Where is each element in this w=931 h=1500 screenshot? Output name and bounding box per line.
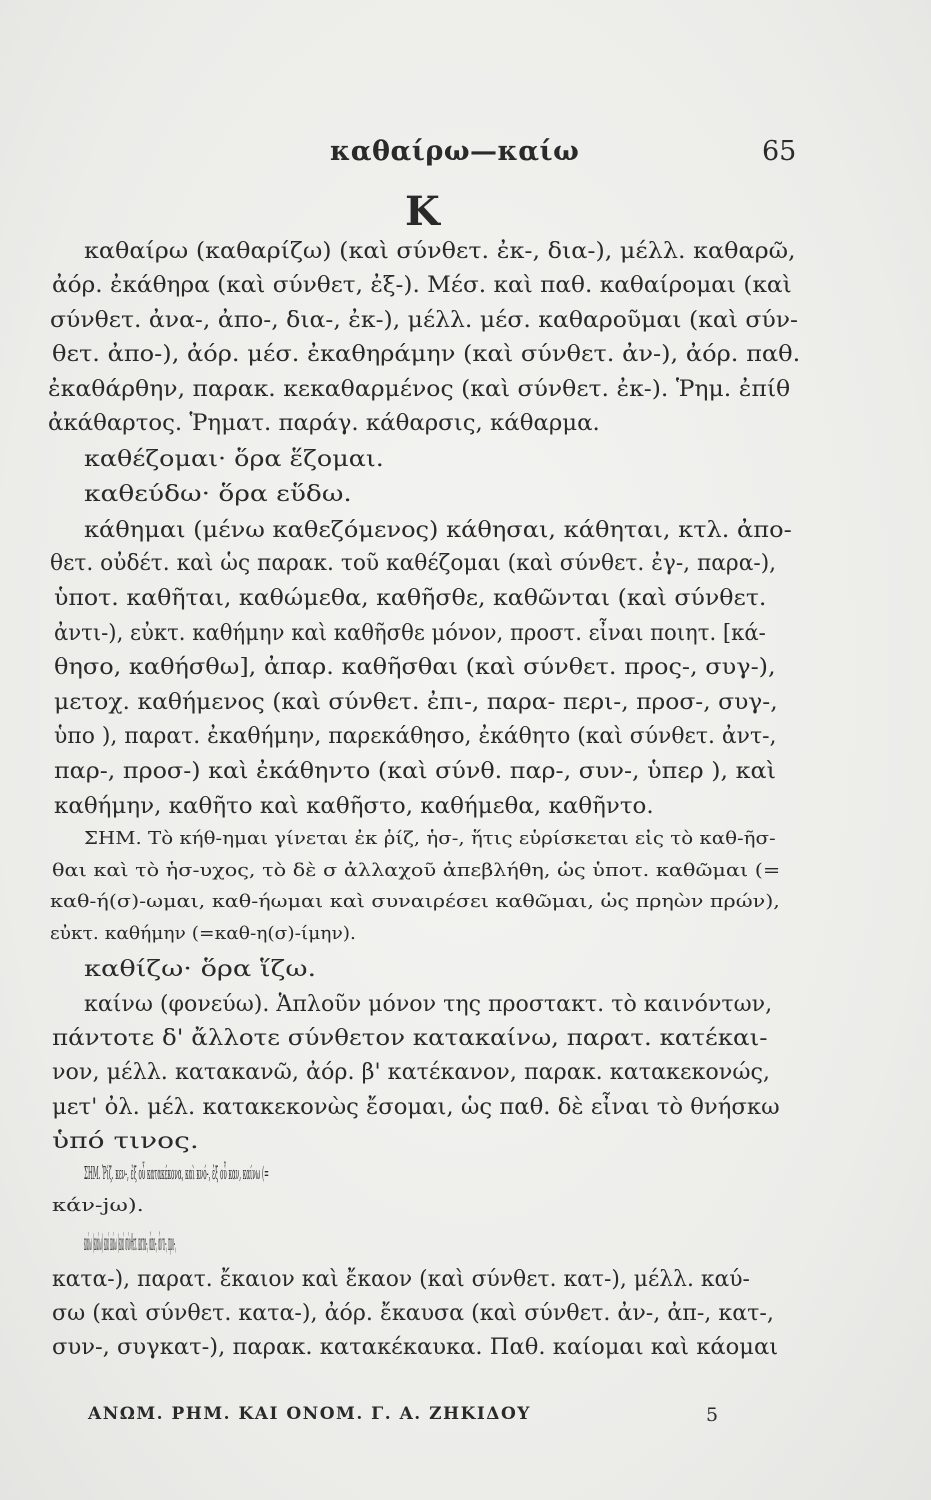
- text-line: κάθημαι (μένω καθεζόμενος) κάθησαι, κάθηται, κτλ. ἀπο-: [84, 517, 792, 543]
- text-line: καίω (καίω) καὶ κάω (καὶ σύνθετ. κατα-, ἀπο-, ἀντι-, προ-,: [84, 1230, 176, 1256]
- printer-signature: ΑΝΩΜ. ΡΗΜ. ΚΑΙ ΟΝΟΜ. Γ. Α. ΖΗΚΙΔΟΥ: [88, 1404, 531, 1424]
- text-line: θετ. ἀπο-), ἀόρ. μέσ. ἐκαθηράμην (καὶ σύνθετ. ἀν-), ἀόρ. παθ.: [52, 341, 801, 367]
- section-letter: Κ: [405, 188, 440, 235]
- text-line: σω (καὶ σύνθετ. κατα-), ἀόρ. ἔκαυσα (καὶ σύνθετ. ἀν-, ἀπ-, κατ-,: [52, 1300, 774, 1326]
- text-line: μετ' ὀλ. μέλ. κατακεκονὼς ἔσομαι, ὡς παθ. δὲ εἶναι τὸ θνήσκω: [52, 1094, 780, 1120]
- text-line: ὑπό τινος.: [52, 1128, 199, 1154]
- text-line: ὑπο ), παρατ. ἐκαθήμην, παρεκάθησο, ἐκάθητο (καὶ σύνθετ. ἀντ-,: [54, 723, 777, 749]
- text-line: καθεύδω· ὅρα εὕδω.: [84, 481, 352, 507]
- text-line: πάντοτε δ' ἄλλοτε σύνθετον κατακαίνω, παρατ. κατέκαι-: [52, 1025, 768, 1051]
- page-number: 65: [762, 136, 797, 167]
- running-head: καθαίρω—καίω: [330, 136, 580, 167]
- text-line: ἐκαθάρθην, παρακ. κεκαθαρμένος (καὶ σύνθετ. ἐκ-). Ῥημ. ἐπίθ: [48, 376, 791, 402]
- text-line: κατα-), παρατ. ἔκαιον καὶ ἔκαον (καὶ σύνθετ. κατ-), μέλλ. καύ-: [52, 1266, 750, 1292]
- text-line: μετοχ. καθήμενος (καὶ σύνθετ. ἐπι-, παρα- περι-, προσ-, συγ-,: [54, 689, 778, 715]
- text-line: καθήμην, καθῆτο καὶ καθῆστο, καθήμεθα, καθῆντο.: [54, 793, 654, 819]
- text-line: ΣΗΜ. Τὸ κήθ-ημαι γίνεται ἐκ ῥίζ, ἡσ-, ἥτις εὑρίσκεται εἰς τὸ καθ-ῆσ-: [84, 828, 776, 849]
- text-line: καθ-ή(σ)-ωμαι, καθ-ήωμαι καὶ συναιρέσει καθῶμαι, ὡς πρηὼν πρών),: [50, 891, 780, 912]
- text-line: ὑποτ. καθῆται, καθώμεθα, καθῆσθε, καθῶνται (καὶ σύνθετ.: [54, 585, 767, 611]
- text-line: καθίζω· ὅρα ἵζω.: [84, 956, 317, 982]
- text-line: συν-, συγκατ-), παρακ. κατακέκαυκα. Παθ. καίομαι καὶ κάομαι: [52, 1334, 779, 1360]
- text-line: εὐκτ. καθήμην (=καθ-η(σ)-ίμην).: [50, 923, 356, 944]
- text-line: καθαίρω (καθαρίζω) (καὶ σύνθετ. ἐκ-, δια-), μέλλ. καθαρῶ,: [84, 238, 796, 264]
- text-line: ἀκάθαρτος. Ῥηματ. παράγ. κάθαρσις, κάθαρμα.: [48, 410, 600, 436]
- text-line: θετ. οὐδέτ. καὶ ὡς παρακ. τοῦ καθέζομαι (καὶ σύνθετ. ἐγ-, παρα-),: [50, 550, 777, 576]
- text-line: καίνω (φονεύω). Ἁπλοῦν μόνον της προστακτ. τὸ καινόντων,: [84, 991, 773, 1017]
- text-line: ΣΗΜ. Ῥίζ. κεν-, ἐξ οὗ κατακέκονα, καὶ κνό-, ἐξ οὗ καν, καίνω (=: [84, 1163, 269, 1184]
- text-line: ἀντι-), εὐκτ. καθήμην καὶ καθῆσθε μόνον, προστ. εἶναι ποιητ. [κά-: [54, 620, 766, 646]
- text-line: καθέζομαι· ὅρα ἕζομαι.: [84, 446, 384, 472]
- sheet-number: 5: [706, 1404, 719, 1426]
- text-line: σύνθετ. ἀνα-, ἀπο-, δια-, ἐκ-), μέλλ. μέσ. καθαροῦμαι (καὶ σύν-: [50, 307, 798, 333]
- text-line: ἀόρ. ἐκάθηρα (καὶ σύνθετ, ἐξ-). Μέσ. καὶ παθ. καθαίρομαι (καὶ: [52, 272, 792, 298]
- text-line: νον, μέλλ. κατακανῶ, ἀόρ. β' κατέκανον, παρακ. κατακεκονώς,: [52, 1059, 771, 1085]
- text-line: παρ-, προσ-) καὶ ἐκάθηντο (καὶ σύνθ. παρ-, συν-, ὑπερ ), καὶ: [54, 758, 776, 784]
- text-line: θαι καὶ τὸ ἡσ-υχος, τὸ δὲ σ ἀλλαχοῦ ἀπεβλήθη, ὡς ὑποτ. καθῶμαι (=: [52, 860, 781, 881]
- text-line: θησο, καθήσθω], ἀπαρ. καθῆσθαι (καὶ σύνθετ. προς-, συγ-),: [54, 654, 776, 680]
- text-line: κάν-jω).: [52, 1195, 144, 1216]
